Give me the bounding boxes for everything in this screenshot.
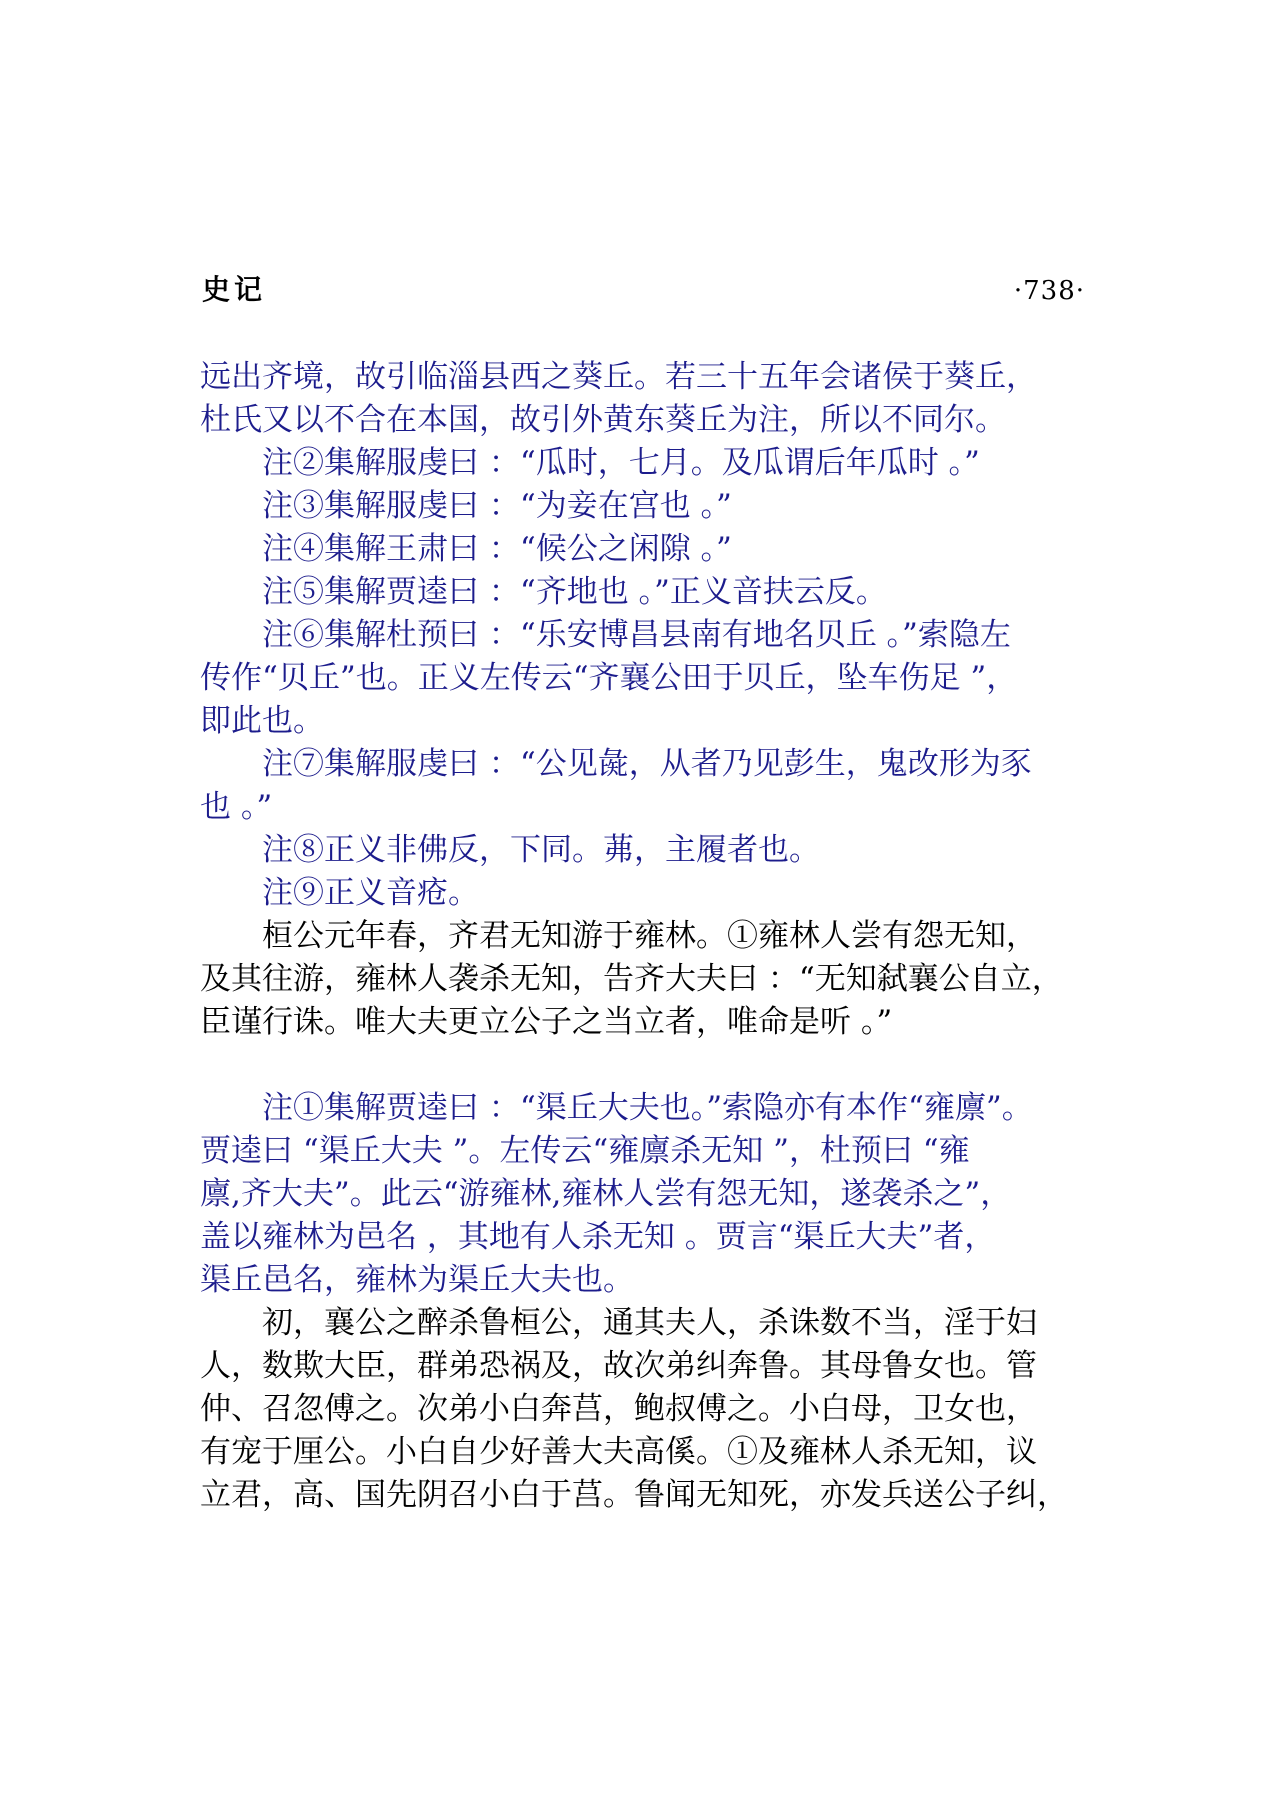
text-line: 注⑦集解服虔曰 ：“公见彘，从者乃见彭生，鬼改形为豕 — [200, 746, 1032, 782]
page-number: ·738· — [1013, 276, 1085, 306]
running-header — [202, 268, 1085, 308]
text-line: 仲、召忽傅之。次弟小白奔莒，鲍叔傅之。小白母，卫女也， — [200, 1391, 1037, 1427]
text-line: 远出齐境，故引临淄县西之葵丘。若三十五年会诸侯于葵丘， — [200, 359, 1037, 395]
text-line: 传作“贝丘”也。正义左传云“齐襄公田于贝丘，坠车伤足 ”， — [200, 660, 1018, 696]
annotation-paragraph — [200, 614, 1100, 743]
paragraph-gap — [200, 1044, 1100, 1087]
text-line: 人，数欺大臣，群弟恐祸及，故次弟纠奔鲁。其母鲁女也。管 — [200, 1348, 1037, 1384]
annotation-paragraph — [200, 571, 1100, 614]
annotation-paragraph — [200, 485, 1100, 528]
text-line: 即此也。 — [200, 703, 324, 739]
text-line: 注⑧正义非佛反，下同。茀，主履者也。 — [200, 832, 820, 868]
text-line: 注⑤集解贾逵曰 ：“齐地也 。”正义音扶云反。 — [200, 574, 887, 610]
annotation-paragraph — [200, 743, 1100, 829]
body-text — [200, 356, 1100, 1517]
text-line: 注④集解王肃曰 ：“候公之闲隙 。” — [200, 531, 732, 567]
main-text-paragraph — [200, 915, 1100, 1044]
text-line: 立君，高、国先阴召小白于莒。鲁闻无知死，亦发兵送公子纠， — [200, 1477, 1068, 1513]
text-line: 杜氏又以不合在本国，故引外黄东葵丘为注，所以不同尔。 — [200, 402, 1006, 438]
text-line: 臣谨行诛。唯大夫更立公子之当立者，唯命是听 。” — [200, 1004, 893, 1040]
annotation-paragraph — [200, 528, 1100, 571]
text-line: 有宠于厘公。小白自少好善大夫高傒。①及雍林人杀无知，议 — [200, 1434, 1037, 1470]
text-line: 也 。” — [200, 789, 273, 825]
text-line: 廪,齐大夫”。此云“游雍林,雍林人尝有怨无知，遂袭杀之”， — [200, 1176, 1012, 1212]
text-line: 及其往游，雍林人袭杀无知，告齐大夫曰 ：“无知弑襄公自立， — [200, 961, 1063, 997]
text-line: 注⑥集解杜预曰 ：“乐安博昌县南有地名贝丘 。”索隐左 — [200, 617, 1011, 653]
annotation-paragraph — [200, 872, 1100, 915]
text-line: 注⑨正义音疮。 — [200, 875, 479, 911]
annotation-paragraph — [200, 356, 1100, 442]
text-line: 渠丘邑名，雍林为渠丘大夫也。 — [200, 1262, 634, 1298]
annotation-paragraph — [200, 829, 1100, 872]
text-line: 注③集解服虔曰 ：“为妾在宫也 。” — [200, 488, 732, 524]
main-text-paragraph — [200, 1302, 1100, 1517]
text-line: 初，襄公之醉杀鲁桓公，通其夫人，杀诛数不当，淫于妇 — [200, 1305, 1037, 1341]
book-title: 史记 — [202, 273, 267, 306]
text-line: 贾逵曰 “渠丘大夫 ”。左传云“雍廪杀无知 ”，杜预曰 “雍 — [200, 1133, 970, 1169]
annotation-paragraph — [200, 442, 1100, 485]
text-line: 注②集解服虔曰 ：“瓜时，七月。及瓜谓后年瓜时 。” — [200, 445, 980, 481]
annotation-paragraph — [200, 1087, 1100, 1302]
text-line: 盖以雍林为邑名 ，其地有人杀无知 。贾言“渠丘大夫”者， — [200, 1219, 996, 1255]
text-line: 桓公元年春，齐君无知游于雍林。①雍林人尝有怨无知， — [200, 918, 1037, 954]
text-line: 注①集解贾逵曰 ：“渠丘大夫也。”索隐亦有本作“雍廪”。 — [200, 1090, 1033, 1126]
